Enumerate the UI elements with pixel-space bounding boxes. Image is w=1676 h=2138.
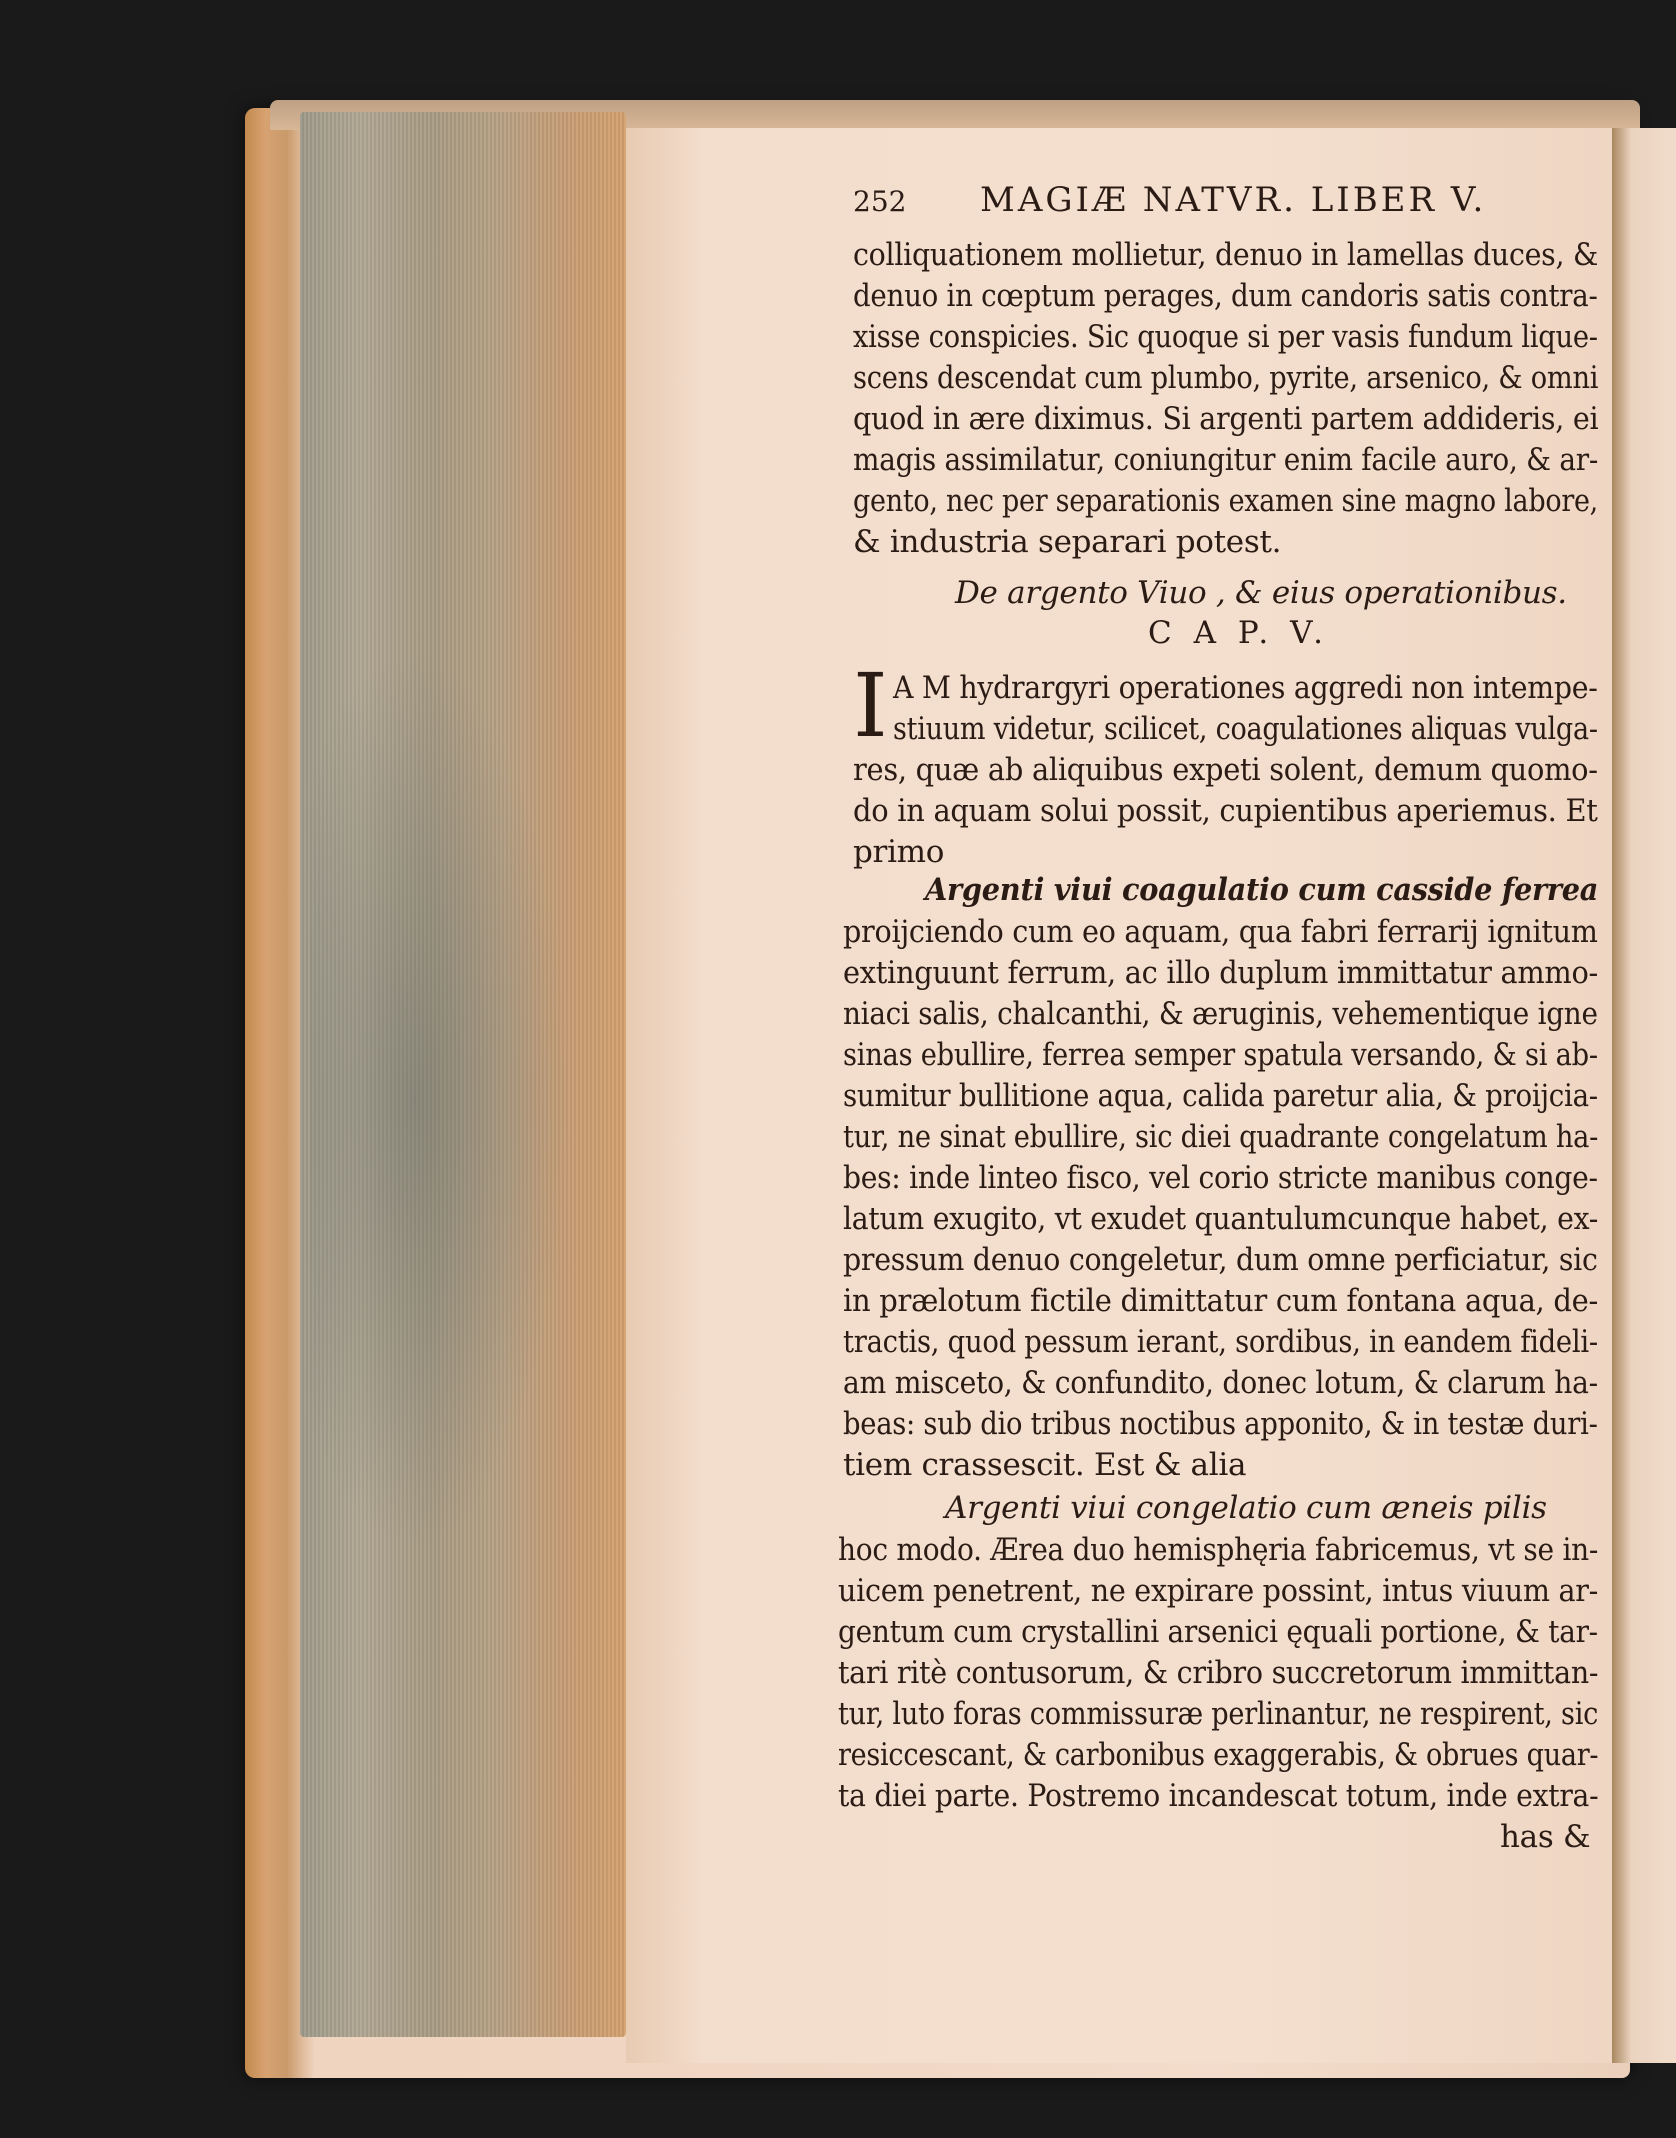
- page-number: 252: [853, 185, 907, 218]
- text-line: latum exugito, vt exudet quantulumcunque habet, ex-: [843, 1201, 1599, 1237]
- text-line: beas: sub dio tribus noctibus apponito, & in testæ duri-: [843, 1406, 1598, 1442]
- text-line: am misceto, & confundito, donec lotum, & clarum ha-: [843, 1365, 1598, 1401]
- text-line: A M hydrargyri operationes aggredi non intempe-: [893, 670, 1598, 706]
- text-line: proijciendo cum eo aquam, qua fabri ferrarij ignitum: [843, 914, 1598, 950]
- text-line: pressum denuo congeletur, dum omne perficiatur, sic: [843, 1242, 1598, 1278]
- text-line: in prælotum fictile dimittatur cum fontana aqua, de-: [843, 1283, 1599, 1319]
- text-line: gentum cum crystallini arsenici ęquali portione, & tar-: [838, 1614, 1598, 1650]
- text-line: niaci salis, chalcanthi, & æruginis, vehementique igne: [843, 996, 1598, 1032]
- drop-cap: I: [853, 654, 888, 757]
- text-line: ta diei parte. Postremo incandescat totum, inde extra-: [838, 1778, 1599, 1814]
- text-line: sumitur bullitione aqua, calida paretur alia, & proijcia-: [843, 1078, 1598, 1114]
- running-title: MAGIÆ NATVR. LIBER V.: [980, 180, 1487, 220]
- text-line: scens descendat cum plumbo, pyrite, arsenico, & omni: [853, 360, 1599, 396]
- text-line: denuo in cœptum perages, dum candoris satis contra-: [853, 278, 1598, 314]
- text-line: tiem crassescit. Est & alia: [843, 1447, 1247, 1483]
- text-line: resiccescant, & carbonibus exaggerabis, & obrues quar-: [838, 1737, 1599, 1773]
- text-line: res, quæ ab aliquibus expeti solent, demum quomo-: [853, 752, 1598, 788]
- text-line: hoc modo. Ærea duo hemisphęria fabricemus, vt se in-: [838, 1532, 1599, 1568]
- text-line: & industria separari potest.: [853, 524, 1282, 560]
- text-line: gento, nec per separationis examen sine magno labore,: [853, 483, 1599, 519]
- text-line: tari ritè contusorum, & cribro succretorum immittan-: [838, 1655, 1599, 1691]
- section-heading: Argenti viui coagulatio cum casside ferrea: [925, 872, 1599, 908]
- text-line: tractis, quod pessum ierant, sordibus, in eandem fideli-: [843, 1324, 1598, 1360]
- chapter-title: De argento Viuo , & eius operationibus.: [955, 575, 1567, 611]
- chapter-number: C A P. V.: [1148, 615, 1329, 651]
- text-line: primo: [853, 834, 945, 870]
- text-line: tur, ne sinat ebullire, sic diei quadrante congelatum ha-: [843, 1119, 1599, 1155]
- section-heading: Argenti viui congelatio cum æneis pilis: [945, 1490, 1547, 1526]
- text-line: stiuum videtur, scilicet, coagulationes aliquas vulga-: [893, 711, 1598, 747]
- text-line: extinguunt ferrum, ac illo duplum immittatur ammo-: [843, 955, 1599, 991]
- catchword: has &: [1500, 1819, 1591, 1855]
- text-line: quod in ære diximus. Si argenti partem addideris, ei: [853, 401, 1599, 437]
- text-line: colliquationem mollietur, denuo in lamellas duces, &: [853, 237, 1599, 273]
- text-line: do in aquam solui possit, cupientibus aperiemus. Et: [853, 793, 1598, 829]
- text-line: magis assimilatur, coniungitur enim facile auro, & ar-: [853, 442, 1599, 478]
- text-line: tur, luto foras commissuræ perlinantur, ne respirent, sic: [838, 1696, 1599, 1732]
- text-line: bes: inde linteo fisco, vel corio stricte manibus conge-: [843, 1160, 1598, 1196]
- text-line: xisse conspicies. Sic quoque si per vasis fundum lique-: [853, 319, 1598, 355]
- text-line: uicem penetrent, ne expirare possint, intus viuum ar-: [838, 1573, 1599, 1609]
- text-line: sinas ebullire, ferrea semper spatula versando, & si ab-: [843, 1037, 1598, 1073]
